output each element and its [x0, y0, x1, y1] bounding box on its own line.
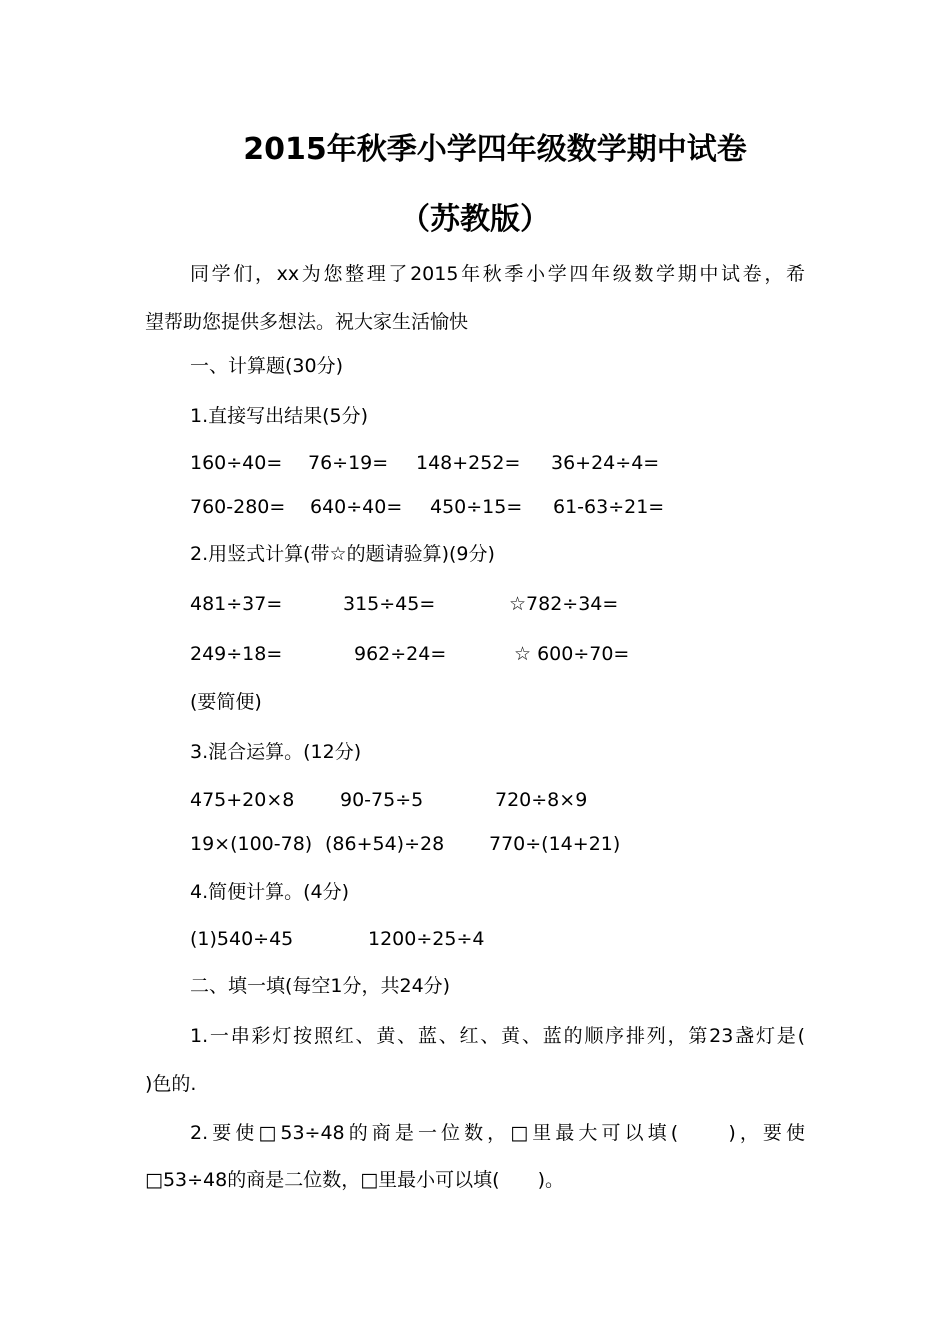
- question-2-note: (要简便): [190, 691, 262, 713]
- fill-question-2-line-1: 2.要使□53÷48的商是一位数，□里最大可以填( )，要使: [190, 1122, 805, 1144]
- expression: 249÷18=: [190, 643, 283, 665]
- expression: (1)540÷45: [190, 928, 294, 950]
- page-subtitle: （苏教版）: [400, 202, 550, 237]
- expression: 76÷19=: [308, 452, 389, 474]
- intro-paragraph-line-2: 望帮助您提供多想法。祝大家生活愉快: [145, 311, 469, 333]
- expression: 720÷8×9: [495, 789, 588, 811]
- section-1-heading: 一、计算题(30分): [190, 355, 344, 377]
- question-2-title: 2.用竖式计算(带☆的题请验算)(9分): [190, 543, 495, 565]
- page-title: 2015年秋季小学四年级数学期中试卷: [243, 132, 747, 167]
- expression: 160÷40=: [190, 452, 283, 474]
- expression: 90-75÷5: [340, 789, 424, 811]
- expression: 475+20×8: [190, 789, 295, 811]
- fill-question-1-line-2: )色的.: [145, 1073, 197, 1095]
- expression: ☆782÷34=: [509, 593, 619, 615]
- section-2-heading: 二、填一填(每空1分，共24分): [190, 975, 451, 997]
- expression: 61-63÷21=: [553, 496, 665, 518]
- expression: 1200÷25÷4: [368, 928, 485, 950]
- expression: 770÷(14+21): [489, 833, 621, 855]
- fill-question-1-line-1: 1.一串彩灯按照红、黄、蓝、红、黄、蓝的顺序排列，第23盏灯是(: [190, 1025, 805, 1047]
- question-4-title: 4.简便计算。(4分): [190, 881, 350, 903]
- expression: (86+54)÷28: [325, 833, 445, 855]
- question-3-title: 3.混合运算。(12分): [190, 741, 362, 763]
- expression: 19×(100-78): [190, 833, 313, 855]
- expression: ☆ 600÷70=: [514, 643, 630, 665]
- intro-paragraph-line-1: 同学们，xx为您整理了2015年秋季小学四年级数学期中试卷，希: [190, 263, 805, 285]
- expression: 640÷40=: [310, 496, 403, 518]
- expression: 962÷24=: [354, 643, 447, 665]
- expression: 760-280=: [190, 496, 286, 518]
- question-1-title: 1.直接写出结果(5分): [190, 405, 369, 427]
- expression: 36+24÷4=: [551, 452, 660, 474]
- expression: 481÷37=: [190, 593, 283, 615]
- expression: 148+252=: [416, 452, 521, 474]
- expression: 315÷45=: [343, 593, 436, 615]
- fill-question-2-line-2: □53÷48的商是二位数，□里最小可以填( )。: [145, 1169, 565, 1191]
- expression: 450÷15=: [430, 496, 523, 518]
